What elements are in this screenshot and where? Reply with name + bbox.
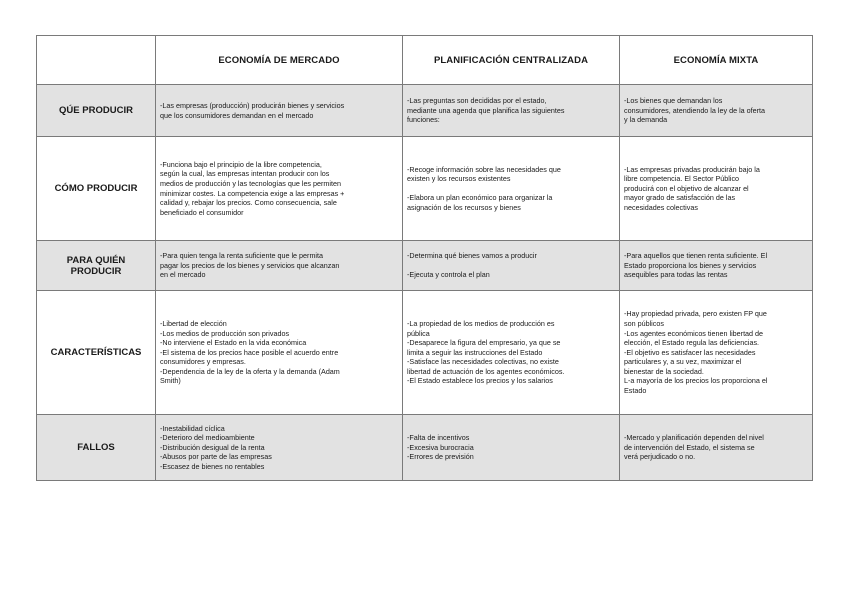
cell-line [407, 261, 615, 271]
cell-line: según la cual, las empresas intentan producir con los [160, 169, 330, 179]
cell-line: mayor grado de satisfacción de las [624, 193, 736, 203]
table-row [37, 415, 813, 481]
cell-centralizada [403, 241, 620, 291]
cell-mixta [620, 415, 813, 481]
cell-line: -Ejecuta y controla el plan [407, 270, 490, 280]
cell-line: pública [407, 328, 430, 338]
cell-line: -Hay propiedad privada, pero existen FP que [624, 309, 767, 319]
cell-line: pagar los precios de los bienes y servicios que alcanzan [160, 260, 340, 270]
cell-line: -Determina qué bienes vamos a producir [407, 251, 537, 261]
cell-mercado [156, 415, 403, 481]
cell-line: -La propiedad de los medios de producción es [407, 318, 555, 328]
header-mixta: ECONOMÍA MIXTA [620, 36, 813, 85]
cell-line: consumidores, atendiendo la ley de la oferta [624, 105, 766, 115]
cell-line: producirá con el objetivo de alcanzar el [624, 183, 749, 193]
cell-line: mediante una agenda que planifica las siguientes [407, 105, 565, 115]
cell-line: L-a mayoría de los precios los proporciona el [624, 376, 768, 386]
cell-line: -No interviene el Estado en la vida económica [160, 338, 307, 348]
cell-mixta [620, 291, 813, 415]
cell-line: elección, el Estado regula las deficiencias. [624, 338, 760, 348]
row-label: QÚE PRODUCIR [37, 85, 156, 137]
cell-line: -Mercado y planificación dependen del nivel [624, 433, 764, 443]
cell-line: -Errores de previsión [407, 452, 474, 462]
cell-line: Smith) [160, 376, 181, 386]
cell-line: particulares y, a su vez, maximizar el [624, 357, 742, 367]
cell-line: -Los medios de producción son privados [160, 328, 290, 338]
header-centralizada: PLANIFICACIÓN CENTRALIZADA [403, 36, 620, 85]
cell-line: de intervención del Estado, el sistema se [624, 442, 755, 452]
cell-centralizada [403, 85, 620, 137]
cell-line: limita a seguir las instrucciones del Estado [407, 347, 543, 357]
cell-line: existen y los recursos existentes [407, 174, 511, 184]
header-mercado: ECONOMÍA DE MERCADO [156, 36, 403, 85]
cell-line: verá perjudicado o no. [624, 452, 696, 462]
cell-mixta [620, 137, 813, 241]
cell-line: asequibles para todas las rentas [624, 270, 728, 280]
row-label: FALLOS [37, 415, 156, 481]
cell-line: libertad de actuación de los agentes económicos. [407, 366, 565, 376]
header-corner [37, 36, 156, 85]
cell-line: calidad y, rebajar los precios. Como consecuencia, sale [160, 198, 337, 208]
cell-line: -El objetivo es satisfacer las necesidades [624, 347, 756, 357]
cell-line: medios de producción y las tecnologías que les permiten [160, 178, 341, 188]
cell-mercado [156, 85, 403, 137]
cell-line: -Recoge información sobre las necesidades que [407, 164, 561, 174]
cell-line: consumidores y empresas. [160, 357, 246, 367]
cell-line: -Satisface las necesidades colectivas, no existe [407, 357, 559, 367]
cell-line: son públicos [624, 318, 664, 328]
cell-line: -Escasez de bienes no rentables [160, 461, 265, 471]
cell-centralizada [403, 137, 620, 241]
cell-line: -Elabora un plan económico para organizar la [407, 193, 553, 203]
cell-line: -Las empresas (producción) producirán bienes y servicios [160, 100, 345, 110]
cell-line: -Desaparece la figura del empresario, ya que se [407, 338, 561, 348]
cell-line: -Falta de incentivos [407, 433, 470, 443]
table-row [37, 291, 813, 415]
cell-line: -Deterioro del medioambiente [160, 433, 255, 443]
table-row [37, 241, 813, 291]
cell-line: -Los agentes económicos tienen libertad de [624, 328, 764, 338]
cell-line: -Para quien tenga la renta suficiente que le permita [160, 251, 324, 261]
row-label: PARA QUIÉN PRODUCIR [37, 241, 156, 291]
cell-line: en el mercado [160, 270, 206, 280]
cell-line: -Dependencia de la ley de la oferta y la demanda (Adam [160, 366, 340, 376]
cell-mercado [156, 137, 403, 241]
cell-line: necesidades colectivas [624, 202, 698, 212]
cell-line: Estado proporciona los bienes y servicios [624, 260, 757, 270]
cell-line: -El sistema de los precios hace posible el acuerdo entre [160, 347, 339, 357]
cell-line: minimizar costes. La competencia exige a las empresas + [160, 188, 345, 198]
cell-mixta [620, 241, 813, 291]
cell-line: -Abusos por parte de las empresas [160, 452, 272, 462]
cell-line: funciones: [407, 115, 440, 125]
cell-line: -Para aquellos que tienen renta suficiente. El [624, 251, 768, 261]
cell-line: -Inestabilidad cíclica [160, 423, 225, 433]
cell-line: -Excesiva burocracia [407, 442, 474, 452]
cell-line: asignación de los recursos y bienes [407, 202, 521, 212]
cell-line: bienestar de la sociedad. [624, 366, 704, 376]
header-row [37, 36, 813, 85]
cell-line: libre competencia. El Sector Público [624, 174, 740, 184]
cell-line: que los consumidores demandan en el mercado [160, 110, 314, 120]
cell-line: Estado [624, 386, 647, 396]
cell-mercado [156, 291, 403, 415]
cell-line: beneficiado el consumidor [160, 207, 244, 217]
cell-centralizada [403, 291, 620, 415]
cell-mixta [620, 85, 813, 137]
cell-line: -Las empresas privadas producirán bajo la [624, 164, 760, 174]
cell-line: -Los bienes que demandan los [624, 96, 723, 106]
cell-line: -Funciona bajo el principio de la libre competencia, [160, 159, 322, 169]
cell-line: -El Estado establece los precios y los salarios [407, 376, 553, 386]
cell-line: -Las preguntas son decididas por el estado, [407, 96, 547, 106]
cell-line [407, 184, 615, 194]
cell-line: -Libertad de elección [160, 318, 227, 328]
table-row [37, 137, 813, 241]
row-label: CÓMO PRODUCIR [37, 137, 156, 241]
cell-centralizada [403, 415, 620, 481]
table-row [37, 85, 813, 137]
cell-line: -Distribución desigual de la renta [160, 442, 265, 452]
cell-mercado [156, 241, 403, 291]
cell-line: y la demanda [624, 115, 668, 125]
row-label: CARACTERÍSTICAS [37, 291, 156, 415]
economic-systems-table [36, 35, 813, 481]
